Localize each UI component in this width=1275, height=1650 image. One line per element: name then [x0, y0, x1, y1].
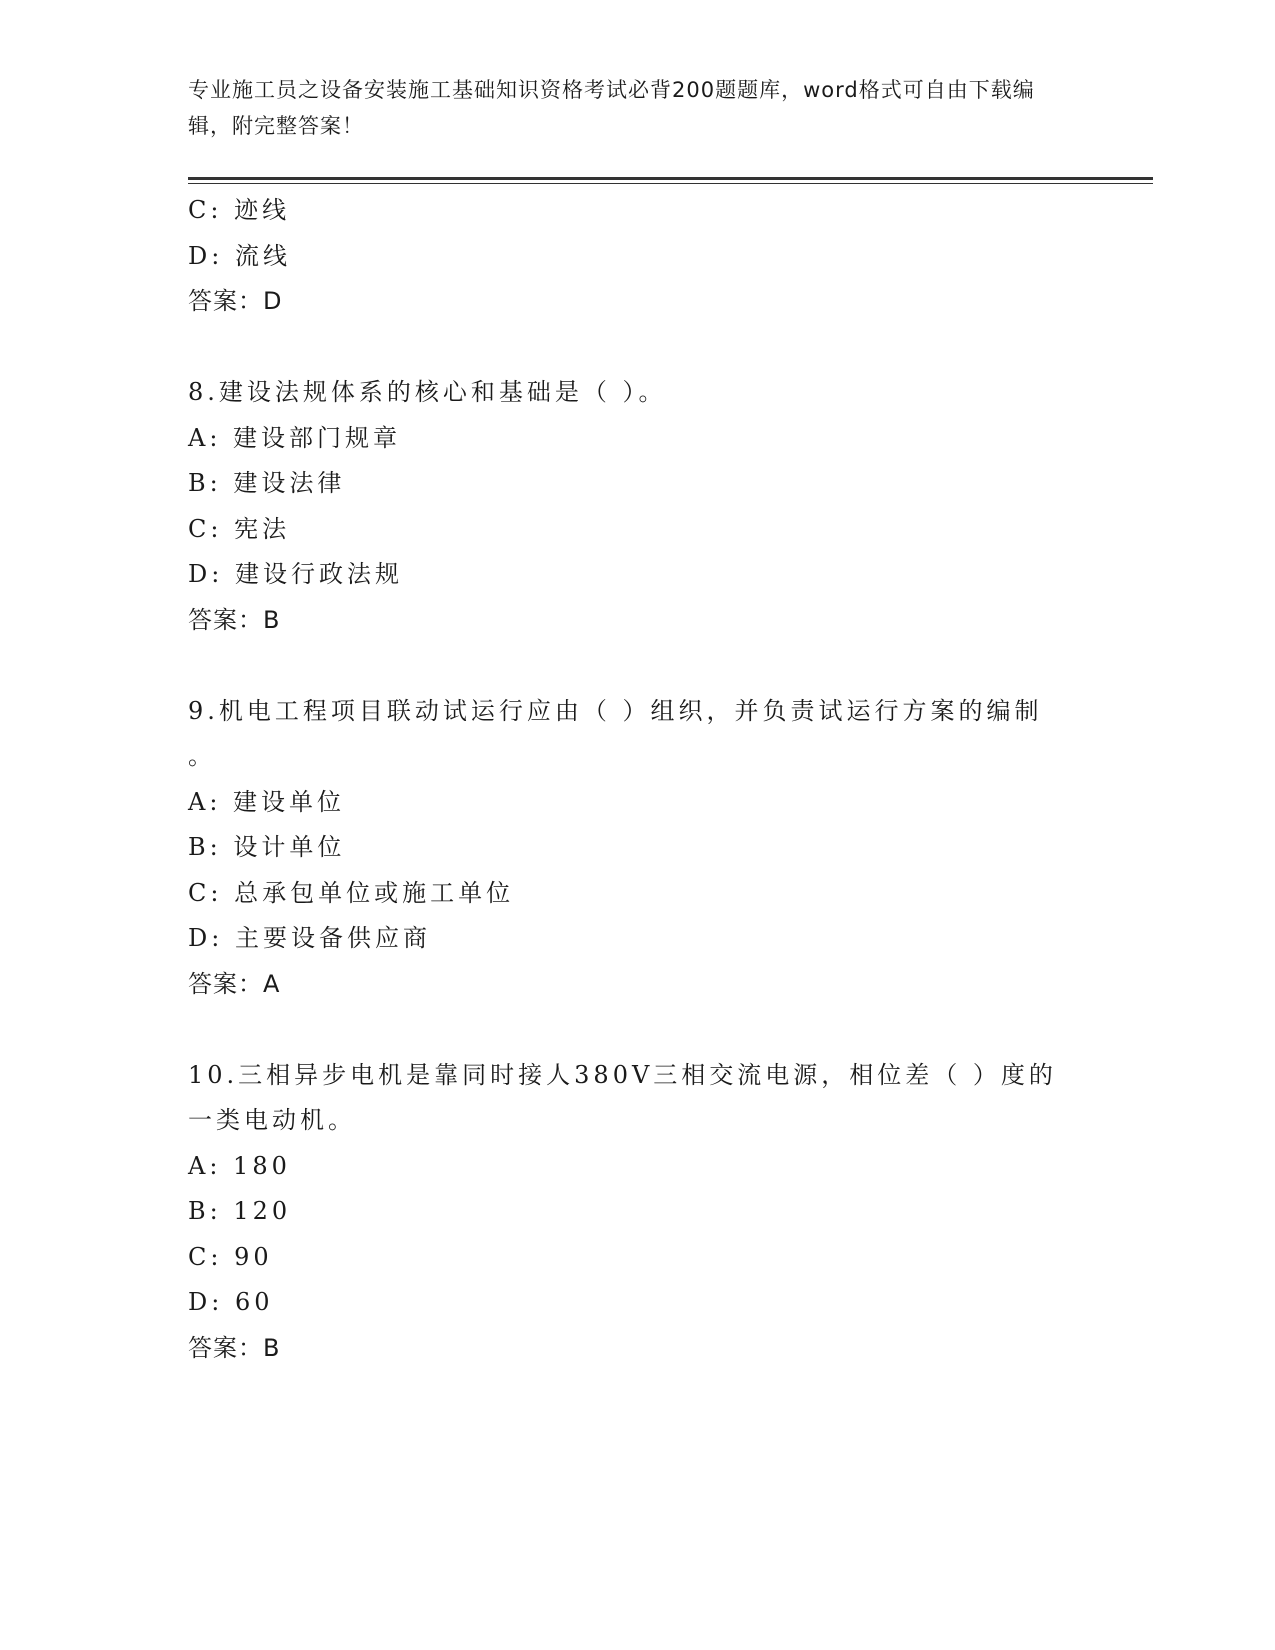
q7-option-d: D: 流线	[188, 241, 291, 270]
q9-option-b: B: 设计单位	[188, 833, 346, 861]
q10-question-line2: 一类电动机。	[188, 1106, 356, 1134]
q7-option-c: C: 迹线	[188, 196, 291, 224]
spacer	[188, 325, 1088, 371]
q7-answer: 答案：D	[188, 287, 283, 315]
q8-option-c: C: 宪法	[188, 514, 291, 543]
spacer	[188, 1007, 1088, 1053]
q10-option-d: D: 60	[188, 1288, 274, 1316]
q9-question-line1: 9.机电工程项目联动试运行应由（ ）组织，并负责试运行方案的编制	[188, 696, 1043, 725]
q10-answer: 答案：B	[188, 1333, 281, 1362]
q8-question: 8.建设法规体系的核心和基础是（ ）。	[188, 378, 667, 406]
q9-option-c: C: 总承包单位或施工单位	[188, 878, 515, 907]
q9-option-a: A: 建设单位	[188, 787, 346, 816]
q8-option-d: D: 建设行政法规	[188, 560, 403, 588]
q9-answer: 答案：A	[188, 969, 281, 998]
q10-option-b: B: 120	[188, 1197, 292, 1225]
spacer	[188, 643, 1088, 689]
document-header: 专业施工员之设备安装施工基础知识资格考试必背200题题库，word格式可自由下载编辑，附完整答案！	[188, 78, 1035, 138]
q10-question-line1: 10.三相异步电机是靠同时接人380V三相交流电源，相位差（ ）度的	[188, 1060, 1057, 1089]
q8-answer: 答案：B	[188, 605, 281, 634]
q8-option-a: A: 建设部门规章	[188, 423, 402, 452]
q8-option-b: B: 建设法律	[188, 469, 346, 497]
q9-question-line2: 。	[188, 742, 216, 770]
q10-option-a: A: 180	[188, 1151, 291, 1180]
header-rule-thick	[188, 177, 1153, 180]
q9-option-d: D: 主要设备供应商	[188, 924, 431, 952]
question-list	[188, 188, 1088, 1371]
q10-option-c: C: 90	[188, 1242, 273, 1271]
header-rule-thin	[188, 183, 1153, 184]
